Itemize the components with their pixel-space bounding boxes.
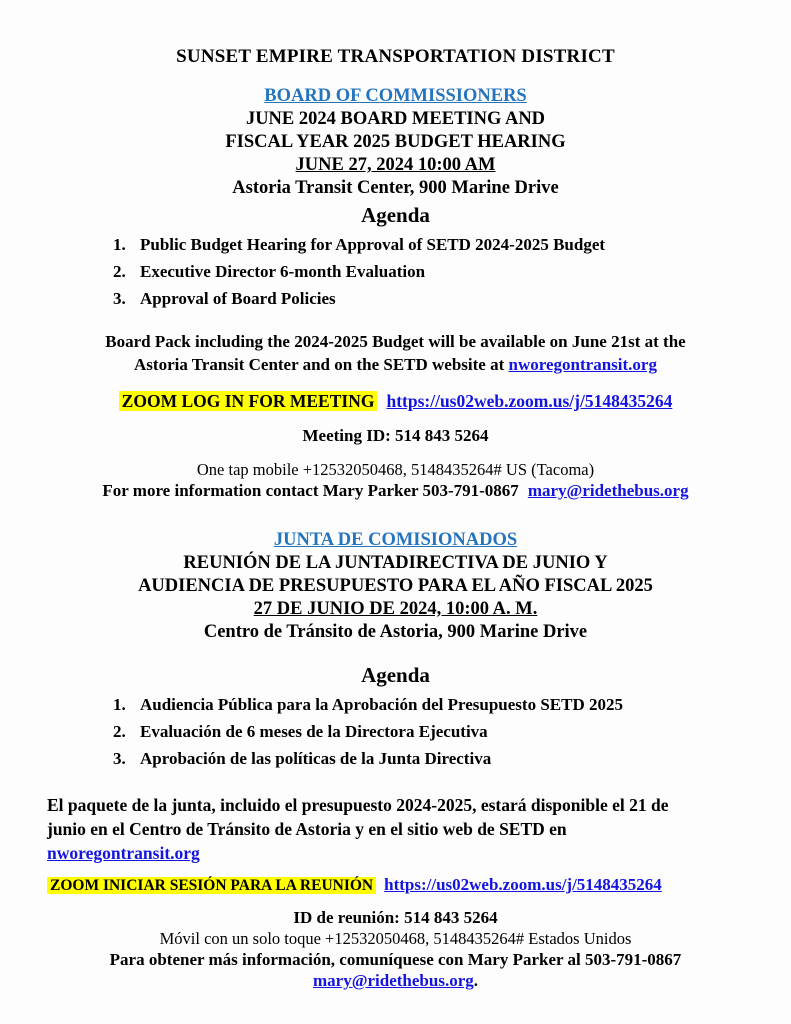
item-text: Aprobación de las políticas de la Junta Directiva (140, 749, 492, 768)
en-one-tap: One tap mobile +12532050468, 5148435264# US (Tacoma) (196, 460, 595, 479)
nworegontransit-link[interactable]: nworegontransit.org (508, 355, 657, 374)
en-zoom-row (47, 391, 744, 412)
en-board-heading: BOARD OF COMMISSIONERS (264, 86, 527, 106)
en-agenda-heading: Agenda (361, 203, 430, 227)
en-meeting-line1: JUNE 2024 BOARD MEETING AND (245, 109, 546, 129)
es-date-line: 27 DE JUNIO DE 2024, 10:00 A. M. (253, 599, 538, 619)
es-agenda-item (113, 745, 744, 772)
item-number: 3. (113, 289, 126, 308)
es-location-line: Centro de Tránsito de Astoria, 900 Marine Drive (203, 622, 588, 642)
es-zoom-meeting-link[interactable]: https://us02web.zoom.us/j/5148435264 (384, 875, 662, 894)
en-contact-line (47, 480, 744, 501)
es-zoom-login-label: ZOOM INICIAR SESIÓN PARA LA REUNIÓN (47, 877, 376, 894)
en-meeting-id: Meeting ID: 514 843 5264 (302, 426, 489, 445)
es-board-heading: JUNTA DE COMISIONADOS (273, 530, 518, 550)
item-number: 3. (113, 749, 126, 768)
es-agenda-item (113, 718, 744, 745)
item-number: 1. (113, 235, 126, 254)
es-zoom-row (47, 875, 744, 895)
es-one-tap: Móvil con un solo toque +12532050468, 5148435264# Estados Unidos (159, 929, 632, 948)
item-number: 2. (113, 262, 126, 281)
en-date-line: JUNE 27, 2024 10:00 AM (295, 155, 496, 175)
es-contact-email-link[interactable]: mary@ridethebus.org (312, 971, 474, 990)
es-meeting-id: ID de reunión: 514 843 5264 (293, 908, 498, 927)
packet-text-line1: El paquete de la junta, incluido el presupuesto 2024-2025, estará disponible el 21 de (47, 795, 669, 815)
en-agenda-item (113, 258, 744, 285)
item-text: Approval of Board Policies (140, 289, 336, 308)
board-pack-text-line2: Astoria Transit Center and on the SETD website at (134, 355, 509, 374)
item-text: Public Budget Hearing for Approval of SETD 2024-2025 Budget (140, 235, 606, 254)
en-zoom-login-label: ZOOM LOG IN FOR MEETING (119, 391, 378, 411)
en-agenda-item (113, 285, 744, 312)
item-number: 1. (113, 695, 126, 714)
item-text: Evaluación de 6 meses de la Directora Ejecutiva (140, 722, 488, 741)
item-text: Executive Director 6-month Evaluation (140, 262, 426, 281)
es-meeting-line1: REUNIÓN DE LA JUNTADIRECTIVA DE JUNIO Y (183, 553, 608, 573)
es-contact-suffix: . (473, 971, 479, 990)
es-agenda-list (113, 691, 744, 772)
en-agenda-list (113, 231, 744, 312)
en-agenda-item (113, 231, 744, 258)
es-contact-email-line (47, 970, 744, 992)
item-number: 2. (113, 722, 126, 741)
es-packet-note (47, 793, 744, 865)
es-contact-line: Para obtener más información, comuníquese con Mary Parker al 503-791-0867 (109, 950, 682, 969)
en-contact-email-link[interactable]: mary@ridethebus.org (527, 481, 689, 500)
en-location-line: Astoria Transit Center, 900 Marine Drive (232, 178, 559, 198)
district-title: SUNSET EMPIRE TRANSPORTATION DISTRICT (176, 46, 615, 67)
en-zoom-meeting-link[interactable]: https://us02web.zoom.us/j/5148435264 (386, 391, 673, 411)
es-meeting-line2: AUDIENCIA DE PRESUPUESTO PARA EL AÑO FISCAL 2025 (138, 576, 653, 596)
packet-text-line2: junio en el Centro de Tránsito de Astoria y en el sitio web de SETD en (47, 819, 567, 839)
es-nworegontransit-link[interactable]: nworegontransit.org (47, 843, 200, 863)
en-board-pack-note (47, 330, 744, 376)
es-agenda-item (113, 691, 744, 718)
en-meeting-line2: FISCAL YEAR 2025 BUDGET HEARING (225, 132, 566, 152)
board-pack-text-line1: Board Pack including the 2024-2025 Budget will be available on June 21st at the (105, 332, 686, 351)
item-text: Audiencia Pública para la Aprobación del Presupuesto SETD 2025 (140, 695, 623, 714)
en-contact-text: For more information contact Mary Parker 503-791-0867 (102, 481, 519, 500)
es-agenda-heading: Agenda (361, 663, 430, 687)
